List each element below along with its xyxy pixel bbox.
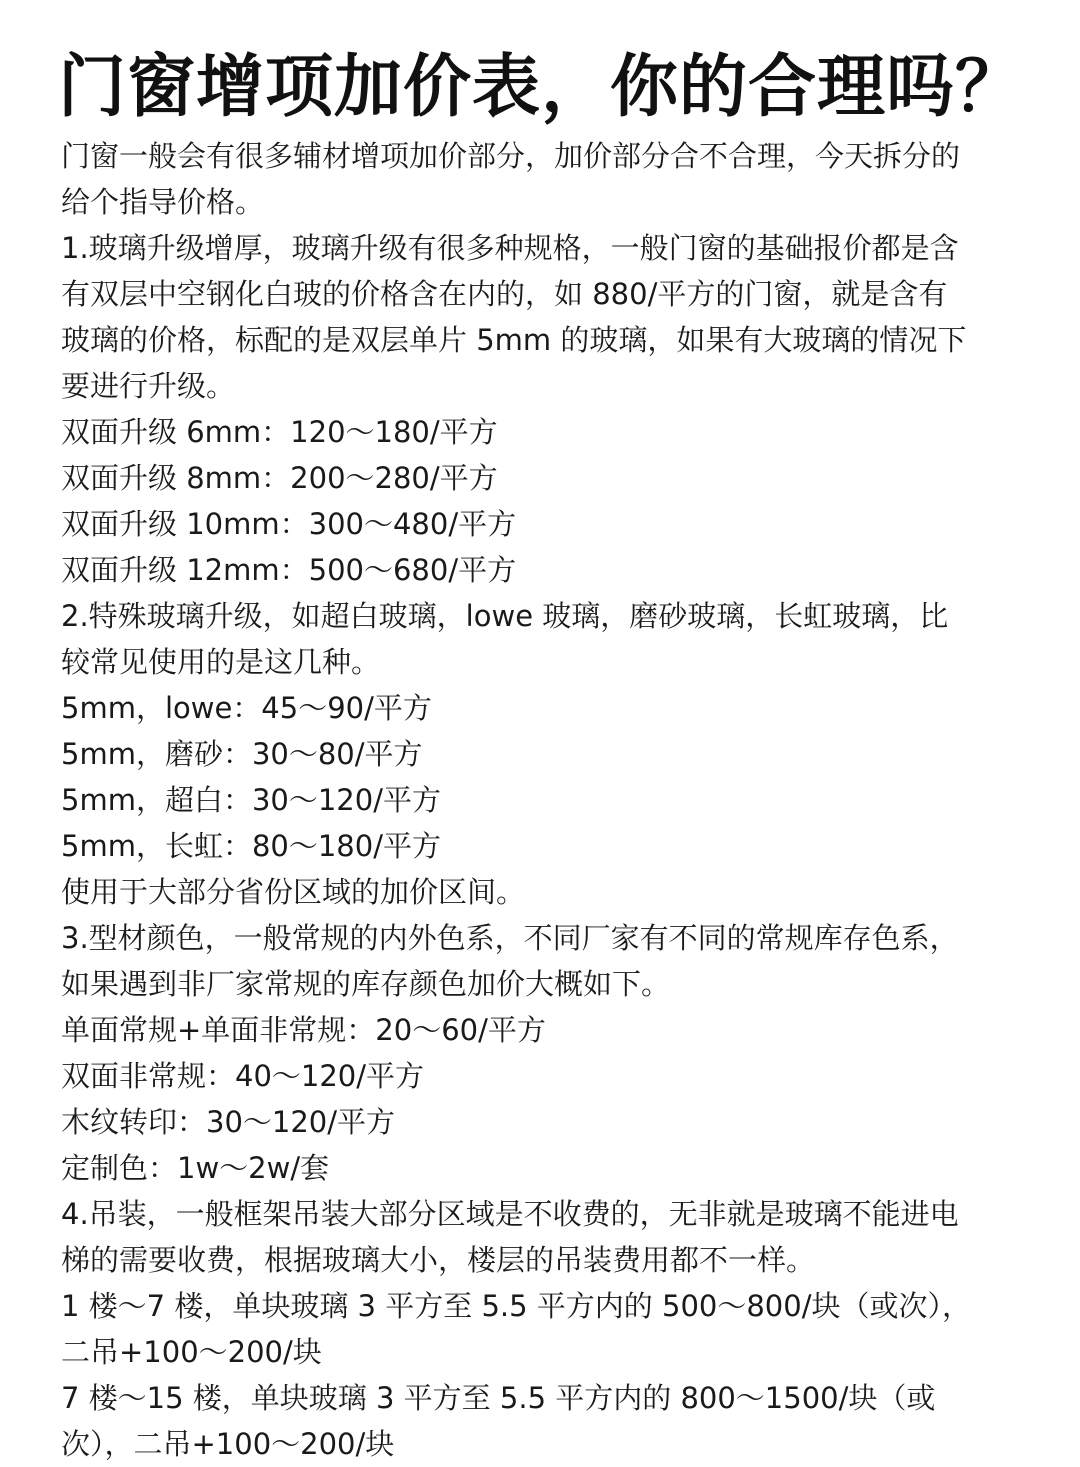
body-line: 有双层中空钢化白玻的价格含在内的，如 880/平方的门窗，就是含有: [61, 277, 948, 311]
price-line: 7 楼～15 楼，单块玻璃 3 平方至 5.5 平方内的 800～1500/块（或: [61, 1381, 936, 1415]
price-line: 定制色：1w～2w/套: [61, 1151, 330, 1185]
price-line: 单面常规+单面非常规：20～60/平方: [61, 1013, 546, 1047]
body-line: 如果遇到非厂家常规的库存颜色加价大概如下。: [61, 967, 671, 1001]
body-line: 2.特殊玻璃升级，如超白玻璃，lowe 玻璃，磨砂玻璃，长虹玻璃，比: [61, 599, 949, 633]
body-line: 3.型材颜色，一般常规的内外色系，不同厂家有不同的常规库存色系，: [61, 921, 959, 955]
price-line: 二吊+100～200/块: [61, 1335, 322, 1369]
price-line: 双面非常规：40～120/平方: [61, 1059, 425, 1093]
body-line: 较常见使用的是这几种。: [61, 645, 381, 679]
body-line: 4.吊装，一般框架吊装大部分区域是不收费的，无非就是玻璃不能进电: [61, 1197, 959, 1231]
price-line: 双面升级 10mm：300～480/平方: [61, 507, 517, 541]
body-line: 1.玻璃升级增厚，玻璃升级有很多种规格，一般门窗的基础报价都是含: [61, 231, 959, 265]
body-line: 门窗一般会有很多辅材增项加价部分，加价部分合不合理，今天拆分的: [61, 139, 961, 173]
article-body: [61, 133, 1061, 1467]
price-line: 5mm，长虹：80～180/平方: [61, 829, 441, 863]
price-line: 木纹转印：30～120/平方: [61, 1105, 396, 1139]
body-line: 给个指导价格。: [61, 185, 265, 219]
body-line: 要进行升级。: [61, 369, 236, 403]
price-line: 5mm，超白：30～120/平方: [61, 783, 441, 817]
article-title: 门窗增项加价表，你的合理吗？: [58, 48, 1025, 127]
price-line: 双面升级 6mm：120～180/平方: [61, 415, 498, 449]
price-line: 5mm，lowe：45～90/平方: [61, 691, 432, 725]
price-line: 5mm，磨砂：30～80/平方: [61, 737, 423, 771]
price-line: 双面升级 12mm：500～680/平方: [61, 553, 517, 587]
price-line: 双面升级 8mm：200～280/平方: [61, 461, 498, 495]
price-line: 次），二吊+100～200/块: [61, 1427, 395, 1461]
body-line: 玻璃的价格，标配的是双层单片 5mm 的玻璃，如果有大玻璃的情况下: [61, 323, 967, 357]
price-line: 1 楼～7 楼，单块玻璃 3 平方至 5.5 平方内的 500～800/块（或次），: [61, 1289, 971, 1323]
body-line: 梯的需要收费，根据玻璃大小，楼层的吊装费用都不一样。: [61, 1243, 816, 1277]
body-line: 使用于大部分省份区域的加价区间。: [61, 875, 526, 909]
